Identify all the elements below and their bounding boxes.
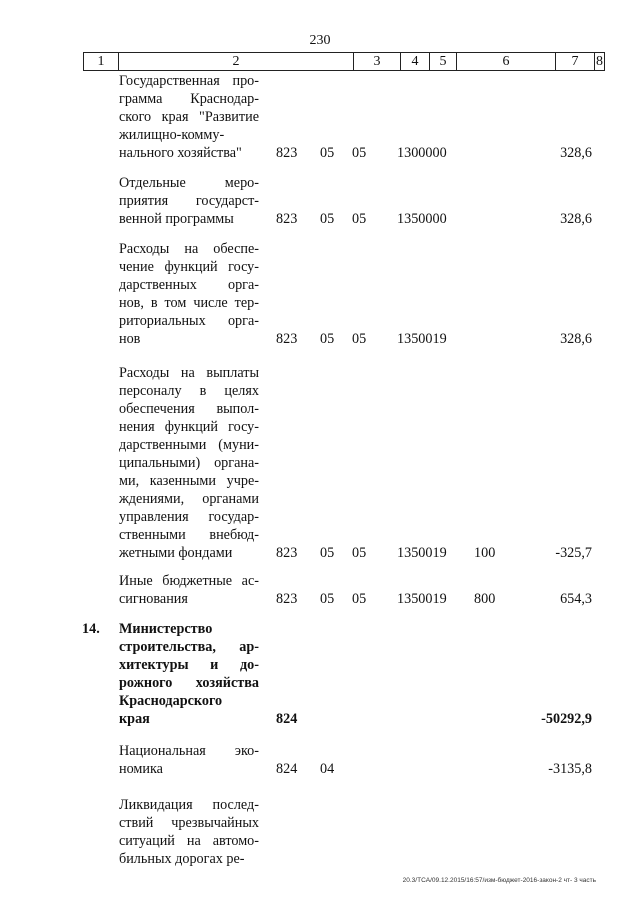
cell-c3: 824 — [276, 711, 298, 727]
cell-c3: 823 — [276, 331, 298, 347]
cell-c8: -50292,9 — [541, 711, 592, 727]
row-name-line: ципальными) органа- — [119, 455, 259, 471]
header-col-5: 5 — [430, 53, 457, 70]
cell-c4: 05 — [320, 145, 335, 161]
cell-c4: 05 — [320, 331, 335, 347]
row-name-line: края — [119, 711, 150, 727]
row-name-line: Министерство — [119, 621, 213, 637]
row-name-line: бильных дорогах ре- — [119, 851, 245, 867]
row-name-line: риториальных орга- — [119, 313, 259, 329]
cell-c3: 823 — [276, 591, 298, 607]
row-name-line: ситуаций на автомо- — [119, 833, 259, 849]
table-header-row — [83, 52, 605, 71]
row-name-line: хитектуры и до- — [119, 657, 259, 673]
row-name — [119, 240, 259, 348]
header-col-2: 2 — [119, 53, 354, 70]
row-name-line: Отдельные меро- — [119, 175, 259, 191]
row-name-line: Иные бюджетные ас- — [119, 573, 259, 589]
cell-c8: -3135,8 — [548, 761, 592, 777]
cell-c8: 328,6 — [560, 145, 592, 161]
row-name-line: нения функций госу- — [119, 419, 259, 435]
row-name-line: грамма Краснодар- — [119, 91, 259, 107]
cell-c4: 05 — [320, 591, 335, 607]
cell-c8: 328,6 — [560, 331, 592, 347]
row-name — [119, 620, 259, 728]
cell-c6: 1300000 — [397, 145, 447, 161]
cell-c3: 823 — [276, 545, 298, 561]
header-col-8: 8 — [596, 54, 603, 69]
cell-c7: 100 — [474, 545, 496, 561]
header-col-7: 7 — [556, 53, 595, 70]
row-name-line: ми, казенными учре- — [119, 473, 259, 489]
row-name — [119, 364, 259, 562]
cell-c7: 800 — [474, 591, 496, 607]
row-name-line: венной программы — [119, 211, 234, 227]
row-name-line: обеспечения выпол- — [119, 401, 259, 417]
row-name — [119, 572, 259, 608]
table-row — [0, 364, 640, 562]
cell-c6: 1350019 — [397, 331, 447, 347]
row-name-line: Расходы на выплаты — [119, 365, 259, 381]
table-row — [0, 742, 640, 778]
cell-c3: 823 — [276, 211, 298, 227]
row-name-line: Расходы на обеспе- — [119, 241, 259, 257]
row-name — [119, 174, 259, 228]
row-name — [119, 72, 259, 162]
cell-c8: -325,7 — [555, 545, 592, 561]
row-name-line: нов — [119, 331, 141, 347]
row-name-line: жилищно-комму- — [119, 127, 225, 143]
cell-c5: 05 — [352, 145, 367, 161]
row-name-line: жетными фондами — [119, 545, 233, 561]
row-name-line: ственными внебюд- — [119, 527, 259, 543]
row-name-line: нов, в том числе тер- — [119, 295, 259, 311]
header-col-4: 4 — [401, 53, 430, 70]
cell-c3: 824 — [276, 761, 298, 777]
table-row — [0, 620, 640, 728]
cell-c6: 1350019 — [397, 591, 447, 607]
cell-c5: 05 — [352, 211, 367, 227]
cell-c4: 04 — [320, 761, 335, 777]
row-name-line: сигнования — [119, 591, 188, 607]
cell-c5: 05 — [352, 591, 367, 607]
cell-c4: 05 — [320, 545, 335, 561]
header-col-3: 3 — [354, 53, 401, 70]
table-row — [0, 572, 640, 608]
cell-c6: 1350000 — [397, 211, 447, 227]
table-row — [0, 174, 640, 228]
page-number: 230 — [309, 33, 331, 48]
header-col-6: 6 — [457, 53, 556, 70]
cell-c3: 823 — [276, 145, 298, 161]
row-name-line: строительства, ар- — [119, 639, 259, 655]
row-name — [119, 796, 259, 868]
table-row — [0, 72, 640, 162]
row-name-line: рожного хозяйства — [119, 675, 259, 691]
row-name-line: ского края "Развитие — [119, 109, 259, 125]
row-name-line: Краснодарского — [119, 693, 223, 709]
row-name-line: ствий чрезвычайных — [119, 815, 259, 831]
document-footer-stamp: 20.3/TCA/09.12.2015/16:57/изм-бюджет-2016-закон-2 чт- 3 часть — [402, 877, 596, 884]
row-name-line: номика — [119, 761, 163, 777]
row-name-line: нального хозяйства" — [119, 145, 242, 161]
header-col-1: 1 — [84, 53, 119, 70]
table-row — [0, 240, 640, 348]
row-name-line: Государственная про- — [119, 73, 259, 89]
cell-c5: 05 — [352, 545, 367, 561]
row-name-line: дарственных орга- — [119, 277, 259, 293]
row-name-line: Ликвидация послед- — [119, 797, 259, 813]
row-name-line: приятия государст- — [119, 193, 259, 209]
cell-c4: 05 — [320, 211, 335, 227]
row-name-line: управления государ- — [119, 509, 259, 525]
row-name-line: персоналу в целях — [119, 383, 259, 399]
row-name-line: Национальная эко- — [119, 743, 259, 759]
row-name — [119, 742, 259, 778]
cell-c8: 328,6 — [560, 211, 592, 227]
row-name-line: чение функций госу- — [119, 259, 259, 275]
cell-c5: 05 — [352, 331, 367, 347]
table-row — [0, 796, 640, 868]
row-name-line: ждениями, органами — [119, 491, 259, 507]
row-name-line: дарственными (муни- — [119, 437, 259, 453]
row-number: 14. — [82, 621, 100, 637]
cell-c8: 654,3 — [560, 591, 592, 607]
cell-c6: 1350019 — [397, 545, 447, 561]
